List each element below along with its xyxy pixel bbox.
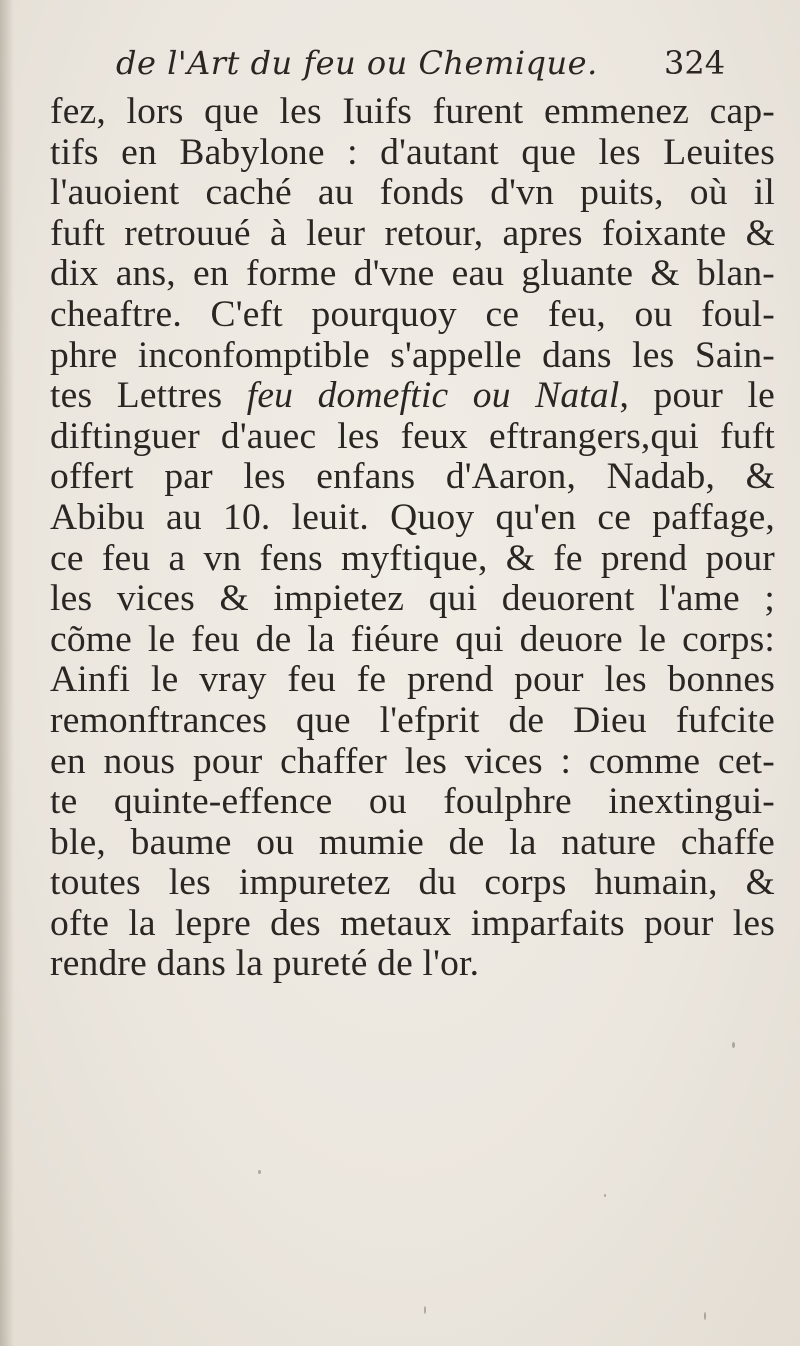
paper-speck	[704, 1312, 706, 1320]
text-line: fuft retrouué à leur retour, apres foixante &	[50, 212, 775, 254]
line-segment: , pour le	[619, 375, 775, 417]
line-segment: tes Lettres	[50, 375, 247, 417]
paper-speck	[732, 1042, 735, 1048]
text-line: rendre dans la pureté de l'or.	[50, 943, 480, 985]
body-text	[50, 92, 775, 985]
text-line: Abibu au 10. leuit. Quoy qu'en ce paffage,	[50, 496, 775, 538]
text-line: remonftrances que l'efprit de Dieu fufcite	[50, 699, 775, 741]
text-line: cheaftre. C'eft pourquoy ce feu, ou foul-	[50, 293, 775, 335]
text-line: l'auoient caché au fonds d'vn puits, où il	[50, 172, 775, 214]
text-line: te quinte-effence ou foulphre inextingui-	[50, 781, 775, 823]
page-number: 324	[664, 44, 726, 82]
text-line: phre inconfomptible s'appelle dans les Sain-	[50, 334, 775, 376]
text-line: en nous pour chaffer les vices : comme cet-	[50, 740, 775, 782]
text-line: dix ans, en forme d'vne eau gluante & blan-	[50, 253, 775, 295]
text-line: ce feu a vn fens myftique, & fe prend pour	[50, 537, 775, 579]
paper-speck	[258, 1170, 261, 1174]
text-line: Ainfi le vray feu fe prend pour les bonnes	[50, 659, 775, 701]
running-title: de l'Art du feu ou Chemique.	[116, 44, 598, 82]
paper-speck	[424, 1306, 426, 1314]
text-line: fez, lors que les Iuifs furent emmenez cap-	[50, 91, 775, 132]
text-line-with-italic	[50, 376, 775, 417]
text-line: offert par les enfans d'Aaron, Nadab, &	[50, 456, 775, 498]
paper-speck	[604, 1194, 606, 1197]
text-line: cõme le feu de la fiéure qui deuore le corps:	[50, 618, 775, 660]
text-line: diftinguer d'auec les feux eftrangers,qui fuft	[50, 415, 775, 457]
text-line: tifs en Babylone : d'autant que les Leuites	[50, 131, 775, 173]
text-line: les vices & impietez qui deuorent l'ame ;	[50, 578, 775, 620]
text-line: toutes les impuretez du corps humain, &	[50, 862, 775, 904]
page-gutter-shadow	[0, 0, 14, 1346]
italic-phrase: feu domeftic ou Natal	[246, 375, 620, 417]
text-line: ble, baume ou mumie de la nature chaffe	[50, 821, 775, 863]
text-line: ofte la lepre des metaux imparfaits pour les	[50, 902, 775, 944]
running-head	[0, 40, 800, 90]
